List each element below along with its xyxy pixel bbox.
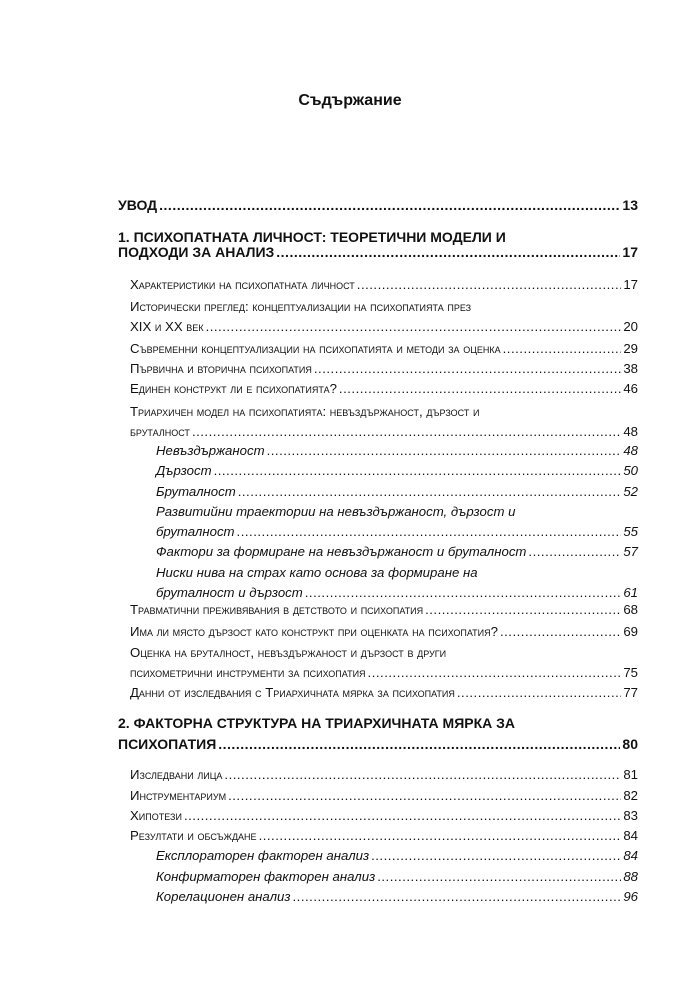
toc-page-number: 75 [623, 665, 638, 680]
toc-entry[interactable] [130, 664, 638, 682]
dot-leader [259, 827, 622, 845]
toc-entry[interactable] [130, 684, 638, 702]
toc-entry-title: ПСИХОПАТИЯ [118, 736, 217, 752]
toc-page-number: 88 [623, 869, 638, 884]
toc-entry-title: Корелационен анализ [156, 889, 291, 904]
dot-leader [218, 735, 620, 753]
dot-leader [184, 807, 621, 825]
toc-subentry[interactable] [156, 868, 638, 886]
toc-page-number: 68 [623, 602, 638, 617]
toc-entry-title: Характеристики на психопатната личност [130, 277, 355, 292]
toc-entry-title: Инструментариум [130, 788, 227, 803]
dot-leader [425, 601, 621, 619]
toc-subentry[interactable] [156, 847, 638, 865]
toc-page-number: 55 [623, 524, 638, 539]
toc-entry-line1: Исторически преглед: концептуализации на психопатията през [130, 299, 472, 314]
toc-entry-title: УВОД [118, 197, 158, 213]
toc-entry[interactable] [130, 340, 638, 358]
toc-entry-title: Има ли място дързост като конструкт при оценката на психопатия? [130, 624, 498, 639]
dot-leader [305, 584, 622, 602]
toc-page-number: 29 [623, 341, 638, 356]
toc-page-number: 82 [623, 788, 638, 803]
toc-page-number: 80 [622, 736, 638, 752]
dot-leader [339, 380, 621, 398]
toc-page-number: 77 [623, 685, 638, 700]
toc-entry-title: Съвременни концептуализации на психопатията и методи за оценка [130, 341, 501, 356]
toc-chapter-2-line1: 2. ФАКТОРНА СТРУКТУРА НА ТРИАРХИЧНАТА МЯРКА ЗА [118, 715, 516, 731]
toc-entry-title: Дързост [156, 463, 212, 478]
toc-page-number: 57 [623, 544, 638, 559]
toc-entry[interactable] [130, 318, 638, 336]
toc-entry[interactable] [130, 807, 638, 825]
dot-leader [237, 523, 622, 541]
toc-subentry[interactable] [156, 888, 638, 906]
dot-leader [371, 847, 621, 865]
toc-entry[interactable] [130, 623, 638, 641]
dot-leader [267, 442, 622, 460]
toc-subentry-line1: Развитийни траектории на невъздържаност, дързост и [156, 504, 516, 519]
toc-page-number: 17 [622, 244, 638, 260]
toc-entry-title: Резултати и обсъждане [130, 828, 257, 843]
toc-entry-line1: Оценка на бруталност, невъздържаност и дързост в други [130, 645, 447, 660]
toc-page-number: 84 [623, 848, 638, 863]
toc-entry[interactable] [130, 380, 638, 398]
toc-entry[interactable] [130, 827, 638, 845]
toc-entry-title: XIX и XX век [130, 319, 204, 334]
toc-subentry[interactable] [156, 462, 638, 480]
toc-entry[interactable] [130, 787, 638, 805]
toc-subentry[interactable] [156, 442, 638, 460]
toc-page-number: 13 [622, 197, 638, 213]
toc-subentry-line1: Ниски нива на страх като основа за формиране на [156, 565, 478, 580]
toc-entry[interactable] [130, 360, 638, 378]
toc-entry-title: бруталност [130, 424, 190, 439]
toc-entry-title: Изследвани лица [130, 767, 223, 782]
toc-chapter-1-line1: 1. ПСИХОПАТНАТА ЛИЧНОСТ: ТЕОРЕТИЧНИ МОДЕЛИ И [118, 229, 506, 245]
toc-entry[interactable] [130, 423, 638, 441]
toc-entry-title: Невъздържаност [156, 443, 265, 458]
toc-entry-title: Бруталност [156, 484, 236, 499]
dot-leader [159, 196, 620, 214]
toc-entry-title: Единен конструкт ли е психопатията? [130, 381, 337, 396]
toc-entry-title: Експлораторен факторен анализ [156, 848, 370, 863]
dot-leader [314, 360, 621, 378]
toc-subentry[interactable] [156, 523, 638, 541]
toc-page-number: 81 [623, 767, 638, 782]
toc-entry-title: Фактори за формиране на невъздържаност и бруталност [156, 544, 527, 559]
dot-leader [206, 318, 622, 336]
toc-page-number: 96 [623, 889, 638, 904]
toc-page-number: 69 [623, 624, 638, 639]
toc-entry-line1: Триархичен модел на психопатията: невъздържаност, дързост и [130, 404, 480, 419]
dot-leader [357, 276, 622, 294]
toc-entry[interactable] [130, 276, 638, 294]
toc-page-number: 61 [623, 585, 638, 600]
dot-leader [500, 623, 621, 641]
toc-page-number: 46 [623, 381, 638, 396]
dot-leader [224, 766, 621, 784]
toc-page-number: 52 [623, 484, 638, 499]
toc-entry-title: ПОДХОДИ ЗА АНАЛИЗ [118, 244, 275, 260]
toc-entry-title: Конфирматорен факторен анализ [156, 869, 376, 884]
page-title: Съдържание [298, 92, 402, 109]
dot-leader [377, 868, 621, 886]
toc-page-number: 84 [623, 828, 638, 843]
toc-entry-title: психометрични инструменти за психопатия [130, 665, 366, 680]
dot-leader [368, 664, 622, 682]
toc-subentry[interactable] [156, 483, 638, 501]
toc-entry[interactable] [130, 766, 638, 784]
dot-leader [503, 340, 622, 358]
dot-leader [214, 462, 622, 480]
toc-page-number: 17 [623, 277, 638, 292]
toc-entry-title: бруталност и дързост [156, 585, 303, 600]
toc-entry-title: Данни от изследвания с Триархичната мярка за психопатия [130, 685, 455, 700]
toc-entry-chapter-1[interactable] [118, 243, 638, 261]
toc-page-number: 83 [623, 808, 638, 823]
toc-entry-intro[interactable] [118, 196, 638, 214]
dot-leader [528, 543, 621, 561]
toc-entry-title: Хипотези [130, 808, 182, 823]
toc-entry-title: Травматични преживявания в детството и психопатия [130, 602, 424, 617]
toc-page-number: 48 [623, 443, 638, 458]
dot-leader [276, 243, 620, 261]
toc-page-number: 20 [623, 319, 638, 334]
toc-subentry[interactable] [156, 543, 638, 561]
toc-page-number: 50 [623, 463, 638, 478]
toc-entry[interactable] [130, 601, 638, 619]
dot-leader [238, 483, 622, 501]
toc-page-number: 48 [623, 424, 638, 439]
toc-subentry[interactable] [156, 584, 638, 602]
toc-page-number: 38 [623, 361, 638, 376]
dot-leader [293, 888, 622, 906]
toc-entry-title: бруталност [156, 524, 235, 539]
dot-leader [192, 423, 621, 441]
dot-leader [457, 684, 621, 702]
toc-entry-chapter-2[interactable] [118, 735, 638, 753]
dot-leader [228, 787, 621, 805]
toc-entry-title: Първична и вторична психопатия [130, 361, 312, 376]
